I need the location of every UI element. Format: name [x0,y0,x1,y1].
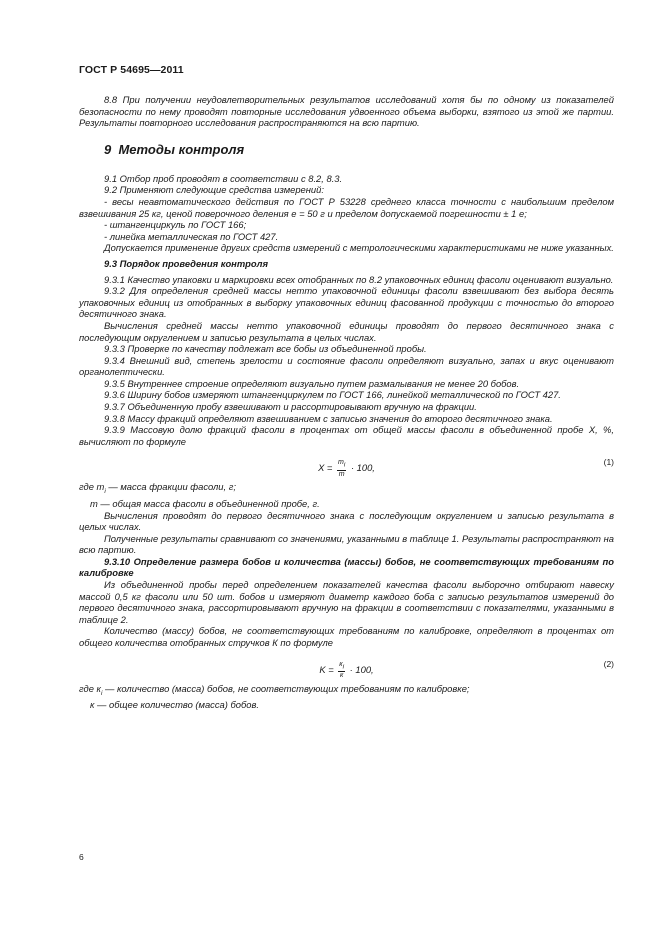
paragraph-9-3-8: 9.3.8 Массу фракций определяют взвешиванием с записью значения до второго десятичного знака. [104,412,553,424]
section-title: Методы контроля [118,141,245,157]
paragraph-9-3-4: 9.3.4 Внешний вид, степень зрелости и состояние фасоли определяют визуально, запах и вкус оценивают органолептически. [79,354,614,378]
formula-2-numerator: к [339,660,343,668]
formula-1-where-line2: m — общая масса фасоли в объединенной пробе, г. [90,497,320,509]
paragraph-9-3-5: 9.3.5 Внутреннее строение определяют визуально путем размалывания не менее 20 бобов. [104,377,520,389]
formula-2-fraction [338,661,345,680]
formula-2 [79,653,614,681]
paragraph-9-3-1: 9.3.1 Качество упаковки и маркировки всех отобранных по 8.2 упаковочных единиц фасоли оценивают визуально. [104,273,614,285]
page-number: 6 [79,852,84,862]
formula-2-rhs: · 100, [349,663,374,675]
formula-1-lhs: X = [318,462,333,474]
paragraph-9-3-3: 9.3.3 Проверке по качеству подлежат все бобы из объединенной пробы. [104,343,427,355]
paragraph-9-3-7: 9.3.7 Объединенную пробу взвешивают и рассортировывают вручную на фракции. [104,401,477,413]
list-item: - весы неавтоматического действия по ГОСТ Р 53228 среднего класса точности с наибольшим пределом взвешивания 25 кг, ценой поверочного деления е = 50 г и пределом допускаемой погрешности ± 1 е; [79,195,614,219]
paragraph-9-3-2b: Вычисления средней массы нетто упаковочной единицы проводят до первого десятичного знака с последующим округлением и записью результата в целых числах. [79,319,614,343]
paragraph-8-8: 8.8 При получении неудовлетворительных результатов исследований хотя бы по одному из показателей безопасности по нему проводят повторные исследования удвоенного объема выборки, взятого из этой же партии. Результаты повторного исследования распространяются на всю партию. [79,94,614,129]
section-heading [104,143,614,157]
paragraph-9-1: 9.1 Отбор проб проводят в соответствии с 8.2, 8.3. [104,172,343,184]
paragraph-9-2: 9.2 Применяют следующие средства измерений: [104,184,324,196]
section-number: 9 [104,141,112,157]
formula-1-numerator-sub: i [343,461,346,469]
formula-2-where-line2: к — общее количество (масса) бобов. [90,699,259,711]
paragraph-calc-note: Вычисления проводят до первого десятичного знака с последующим округлением и записью результата в целых числах. [79,509,614,533]
formula-2-where-line1: где $к_i$ — количество (масса) бобов, не соответствующих требованиям по калибровке; [79,682,470,697]
formula-2-denominator: к [340,672,344,680]
formula-2-lhs: K = [319,663,334,675]
document-body [79,94,614,711]
paragraph-9-3-10a: Из объединенной пробы перед определением показателей качества фасоли выборочно отбирают навеску массой 0,5 кг фасоли или 50 шт. бобов и измеряют диаметр каждого боба с записью результатов измерений до первого десятичного знака, рассортировывают вручную на фракции в соответствии с показателями, указанными в таблице 2. [79,579,614,625]
formula-1-denominator: m [338,470,345,478]
formula-2-numerator-sub: i [342,663,345,671]
paragraph-9-3-10b: Количество (массу) бобов, не соответствующих требованиям по калибровке, определяют в процентах от общего количества отобранных стручков К по формуле [79,625,614,649]
list-item: - штангенциркуль по ГОСТ 166; [104,219,247,231]
formula-1-numerator: m [338,459,344,467]
subsection-heading-9-3: 9.3 Порядок проведения контроля [104,257,268,269]
subsection-heading-9-3-10: 9.3.10 Определение размера бобов и количества (массы) бобов, не соответствующих требованиям по калибровке [79,555,614,579]
paragraph-9-3-9: 9.3.9 Массовую долю фракций фасоли в процентах от общей массы фасоли в объединенной пробе X, %, вычисляют по формуле [79,424,614,447]
formula-1-where-line1: где $m_i$ — масса фракции фасоли, г; [79,481,236,496]
document-header: ГОСТ Р 54695—2011 [79,64,184,76]
formula-1 [79,451,614,479]
list-item: - линейка металлическая по ГОСТ 427. [104,230,279,242]
formula-1-rhs: · 100, [350,462,375,474]
formula-1-fraction [337,459,346,478]
formula-1-number: (1) [603,457,614,468]
formula-2-number: (2) [603,658,614,669]
paragraph-results: Полученные результаты сравнивают со значениями, указанными в таблице 1. Результаты распространяют на всю партию. [79,532,614,556]
paragraph-9-2-note: Допускается применение других средств измерений с метрологическими характеристиками не ниже указанных. [104,242,614,254]
paragraph-9-3-2: 9.3.2 Для определения средней массы нетто упаковочной единицы фасоли взвешивают без выбора десять упаковочных единиц из отобранных в выборку упаковочных единиц фасованной продукции с точностью до второго десятичного знака. [79,285,614,320]
paragraph-9-3-6: 9.3.6 Ширину бобов измеряют штангенциркулем по ГОСТ 166, линейкой металлической по ГОСТ 427. [104,389,561,401]
